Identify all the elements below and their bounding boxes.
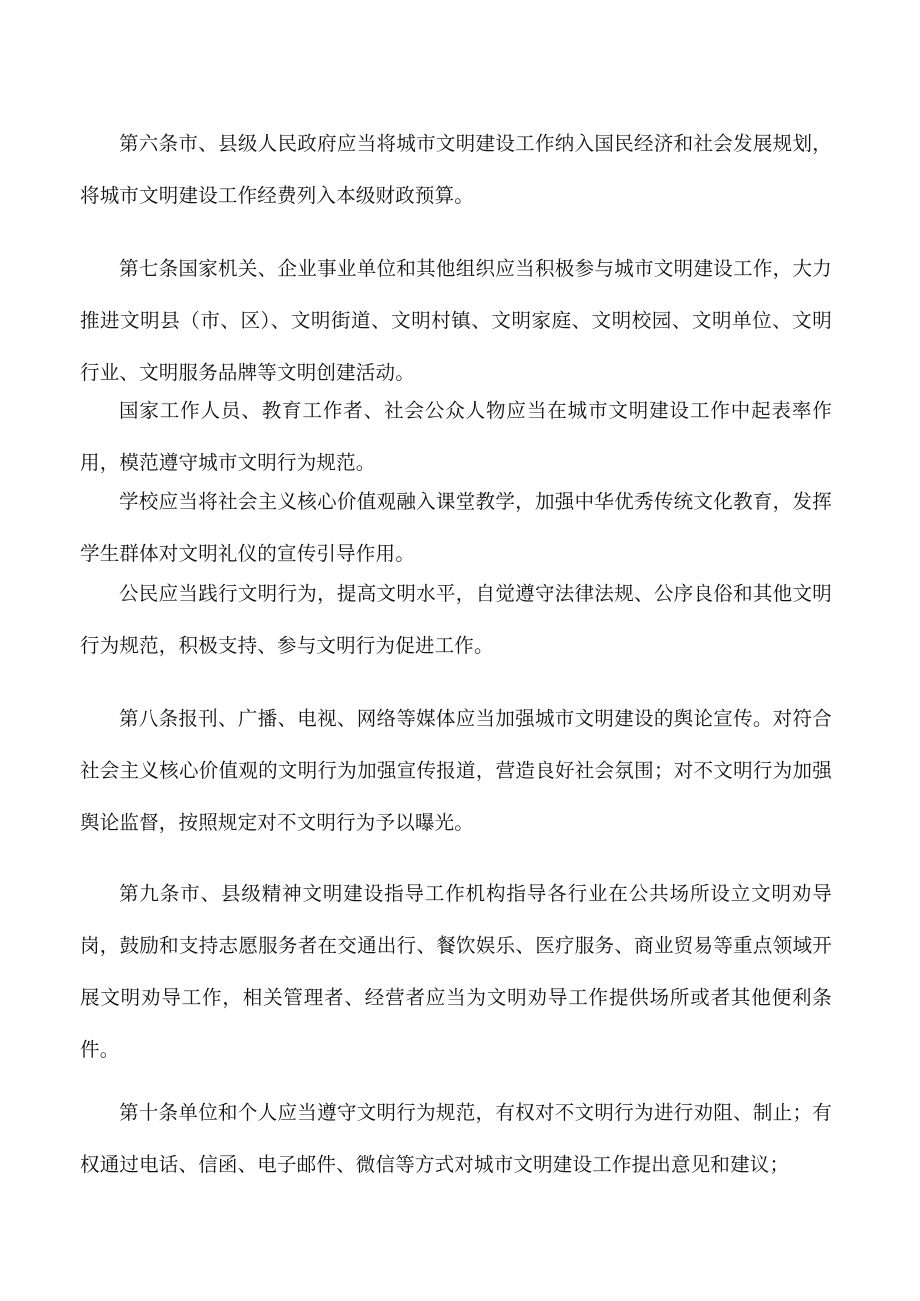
- article-7-citizens-paragraph: 公民应当践行文明行为，提高文明水平，自觉遵守法律法规、公序良俗和其他文明行为规范，积极支持、参与文明行为促进工作。: [80, 582, 832, 657]
- article-7-public-officials-paragraph: 国家工作人员、教育工作者、社会公众人物应当在城市文明建设工作中起表率作用，模范遵守城市文明行为规范。: [80, 399, 832, 474]
- article-10-paragraph: 第十条单位和个人应当遵守文明行为规范，有权对不文明行为进行劝阻、制止；有权通过电话、信函、电子邮件、微信等方式对城市文明建设工作提出意见和建议；: [80, 1101, 832, 1176]
- article-7-paragraph: 第七条国家机关、企业事业单位和其他组织应当积极参与城市文明建设工作，大力推进文明县（市、区）、文明街道、文明村镇、文明家庭、文明校园、文明单位、文明行业、文明服务品牌等文明创建活动。: [80, 257, 832, 384]
- article-8-paragraph: 第八条报刊、广播、电视、网络等媒体应当加强城市文明建设的舆论宣传。对符合社会主义核心价值观的文明行为加强宣传报道，营造良好社会氛围；对不文明行为加强舆论监督，按照规定对不文明行为予以曝光。: [80, 707, 832, 834]
- article-9-paragraph: 第九条市、县级精神文明建设指导工作机构指导各行业在公共场所设立文明劝导岗，鼓励和支持志愿服务者在交通出行、餐饮娱乐、医疗服务、商业贸易等重点领域开展文明劝导工作，相关管理者、经营者应当为文明劝导工作提供场所或者其他便利条件。: [80, 882, 832, 1061]
- article-6-paragraph: 第六条市、县级人民政府应当将城市文明建设工作纳入国民经济和社会发展规划，将城市文明建设工作经费列入本级财政预算。: [80, 132, 832, 207]
- article-7-schools-paragraph: 学校应当将社会主义核心价值观融入课堂教学，加强中华优秀传统文化教育，发挥学生群体对文明礼仪的宣传引导作用。: [80, 490, 832, 565]
